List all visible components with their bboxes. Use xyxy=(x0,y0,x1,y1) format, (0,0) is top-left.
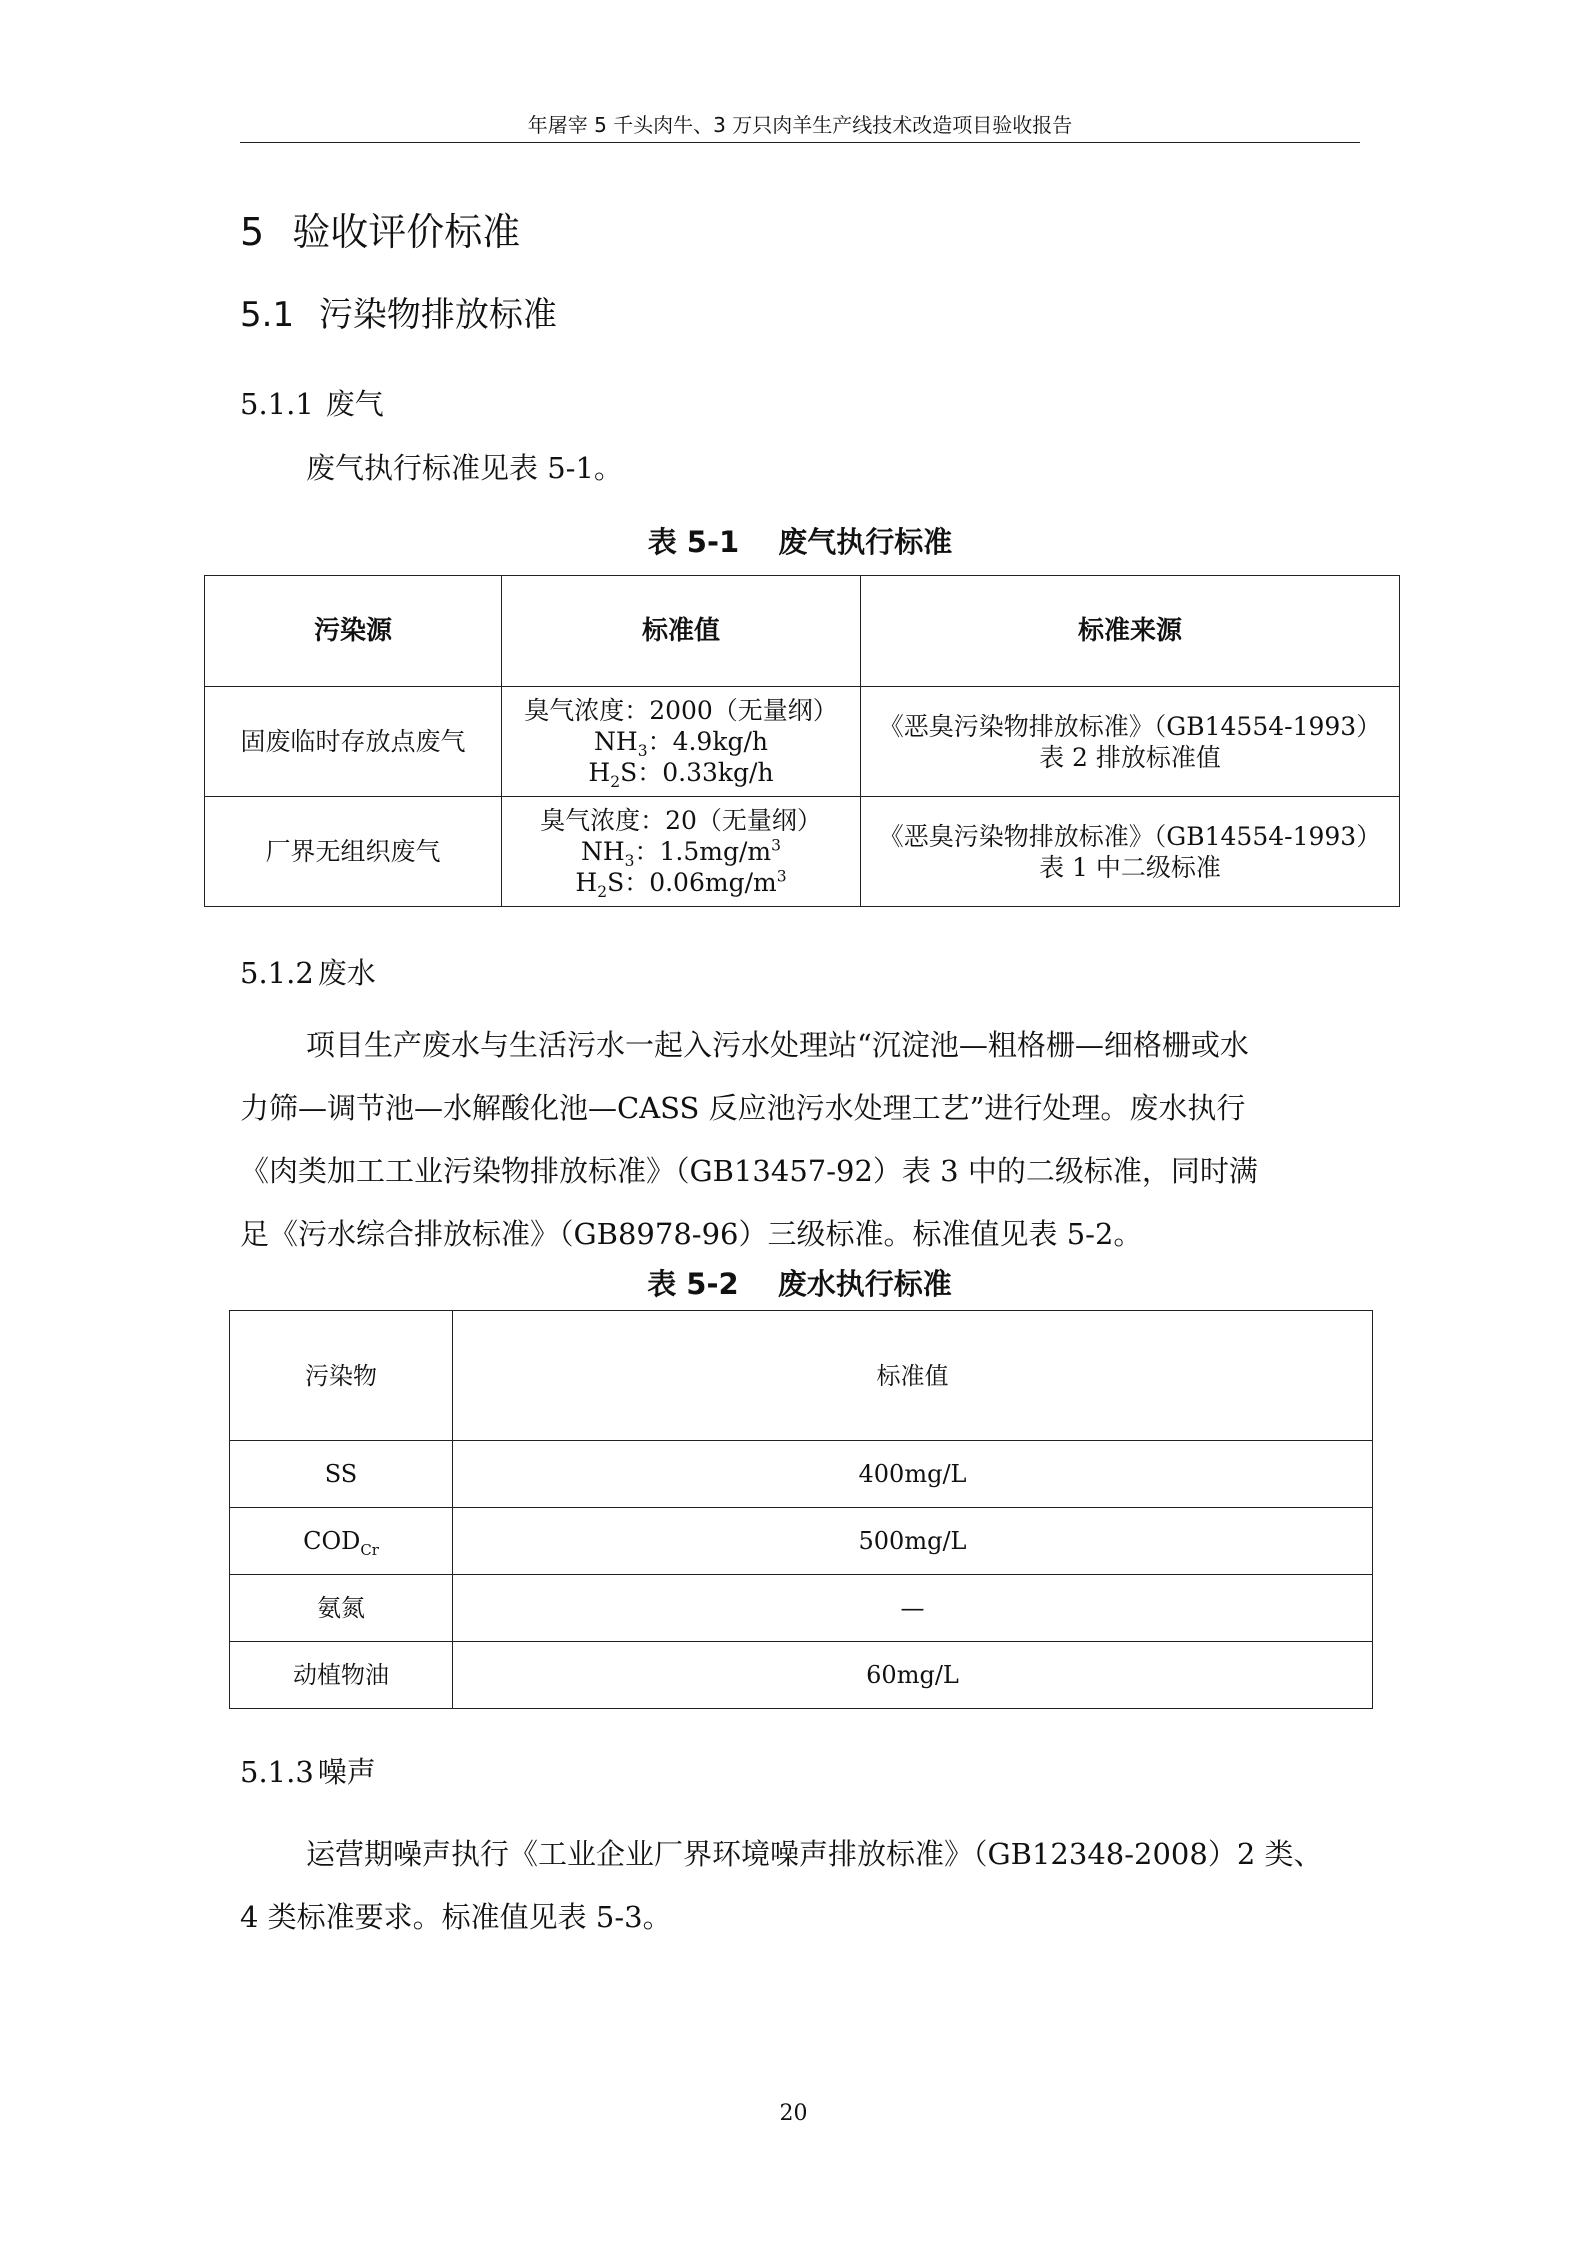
standard-value-cell xyxy=(502,797,861,907)
subsection-title: 噪声 xyxy=(317,1755,376,1789)
section-heading xyxy=(240,293,557,337)
ammonia-value: $NH_3$：4.9kg/h xyxy=(594,727,768,760)
subsection-heading-noise xyxy=(240,1752,376,1792)
section-title: 污染物排放标准 xyxy=(318,295,557,335)
header-divider xyxy=(240,142,1360,143)
pollutant-cell: 氨氮 xyxy=(230,1575,453,1642)
paragraph-line: 项目生产废水与生活污水一起入污水处理站“沉淀池—粗格栅—细格栅或水 xyxy=(306,1028,1249,1062)
chapter-number: 5 xyxy=(240,210,265,254)
hydrogen-sulfide-value: $H_2S$：0.33kg/h xyxy=(588,758,774,791)
wastewater-standards-table xyxy=(229,1310,1373,1709)
column-header-standard-value: 标准值 xyxy=(502,576,861,687)
column-header-standard-source: 标准来源 xyxy=(861,576,1400,687)
waste-gas-standards-table xyxy=(204,575,1400,907)
standard-source-cell: 《恶臭污染物排放标准》（GB14554-1993） 表 2 排放标准值 xyxy=(861,687,1400,797)
subsection-heading-wastewater xyxy=(240,953,376,993)
page-number: 20 xyxy=(779,2101,808,2126)
subsection-number: 5.1.2 xyxy=(240,956,314,990)
table-5-2-caption: 表 5-2 废水执行标准 xyxy=(647,1267,952,1301)
pollution-source-cell: 固废临时存放点废气 xyxy=(205,687,502,797)
table-row xyxy=(230,1575,1373,1642)
paragraph-line: 《肉类加工工业污染物排放标准》（GB13457-92）表 3 中的二级标准，同时满 xyxy=(240,1154,1258,1188)
column-header-source: 污染源 xyxy=(205,576,502,687)
subsection-heading-waste-gas xyxy=(240,384,384,424)
table-row xyxy=(205,687,1400,797)
standard-value-cell xyxy=(502,687,861,797)
subsection-number: 5.1.1 xyxy=(240,387,314,421)
table-row xyxy=(230,1441,1373,1508)
standard-source-cell: 《恶臭污染物排放标准》（GB14554-1993） 表 1 中二级标准 xyxy=(861,797,1400,907)
pollutant-cell: SS xyxy=(230,1441,453,1508)
pollutant-cell: $COD_{Cr}$ xyxy=(230,1508,453,1575)
limit-value-cell: 400mg/L xyxy=(453,1441,1373,1508)
subsection-title: 废气 xyxy=(325,387,384,421)
pollution-source-cell: 厂界无组织废气 xyxy=(205,797,502,907)
page-header: 年屠宰 5 千头肉牛、3 万只肉羊生产线技术改造项目验收报告 xyxy=(527,113,1073,137)
table-header-row xyxy=(205,576,1400,687)
waste-gas-intro: 废气执行标准见表 5-1。 xyxy=(306,451,623,485)
paragraph-line: 运营期噪声执行《工业企业厂界环境噪声排放标准》（GB12348-2008）2 类、 xyxy=(306,1837,1323,1871)
odor-concentration-value: 臭气浓度：20（无量纲） xyxy=(540,806,822,835)
table-row xyxy=(205,797,1400,907)
limit-value-cell: 500mg/L xyxy=(453,1508,1373,1575)
subsection-title: 废水 xyxy=(317,956,376,990)
pollutant-cell: 动植物油 xyxy=(230,1642,453,1709)
column-header-standard-value: 标准值 xyxy=(453,1311,1373,1441)
limit-value-cell: — xyxy=(453,1575,1373,1642)
paragraph-line: 4 类标准要求。标准值见表 5-3。 xyxy=(240,1900,672,1934)
chapter-heading xyxy=(240,208,520,256)
column-header-pollutant: 污染物 xyxy=(230,1311,453,1441)
ammonia-value: $NH_3$：$1.5mg/m^3$ xyxy=(580,836,782,870)
hydrogen-sulfide-value: $H_2S$：$0.06mg/m^3$ xyxy=(575,867,787,901)
limit-value-cell: 60mg/L xyxy=(453,1642,1373,1709)
section-number: 5.1 xyxy=(240,295,295,335)
subsection-number: 5.1.3 xyxy=(240,1755,314,1789)
chapter-title: 验收评价标准 xyxy=(292,210,521,254)
odor-concentration-value: 臭气浓度：2000（无量纲） xyxy=(524,696,838,725)
table-header-row xyxy=(230,1311,1373,1441)
table-5-1-caption: 表 5-1 废气执行标准 xyxy=(647,525,953,559)
table-row xyxy=(230,1508,1373,1575)
paragraph-line: 足《污水综合排放标准》（GB8978-96）三级标准。标准值见表 5-2。 xyxy=(240,1217,1143,1251)
table-row xyxy=(230,1642,1373,1709)
paragraph-line: 力筛—调节池—水解酸化池—CASS 反应池污水处理工艺”进行处理。废水执行 xyxy=(240,1091,1246,1125)
